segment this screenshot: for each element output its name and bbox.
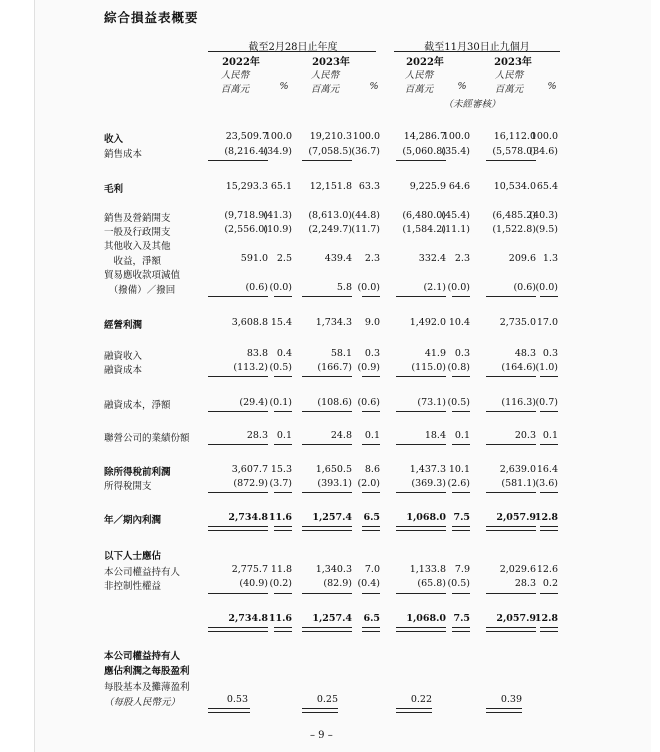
table-cell: (872.9) <box>233 478 268 489</box>
table-cell: (581.1) <box>501 478 536 489</box>
table-cell: (0.0) <box>269 282 292 293</box>
table-cell: 2.3 <box>454 253 470 264</box>
year-header: 2022年 <box>406 57 444 68</box>
table-cell: 6.5 <box>363 613 380 624</box>
table-cell: 8.6 <box>364 464 380 475</box>
table-cell: (0.7) <box>535 397 558 408</box>
table-cell: 0.3 <box>454 348 470 359</box>
table-cell: (0.6) <box>357 397 380 408</box>
table-cell: 15,293.3 <box>225 181 268 192</box>
table-cell: 65.1 <box>270 181 292 192</box>
row-label: （撥備）／撥回 <box>104 285 176 296</box>
row-label: 除所得稅前利潤 <box>104 467 171 478</box>
table-cell: (164.6) <box>501 362 536 373</box>
table-cell: 2,734.8 <box>228 613 268 624</box>
table-cell: 0.1 <box>454 430 470 441</box>
table-cell: 591.0 <box>240 253 268 264</box>
currency-header: 人民幣 <box>220 70 250 81</box>
table-cell: 9,225.9 <box>409 181 446 192</box>
table-cell: 48.3 <box>514 348 536 359</box>
table-cell: (9.5) <box>535 224 558 235</box>
table-cell: 28.3 <box>514 578 536 589</box>
table-cell: 0.22 <box>410 694 432 705</box>
pct-header: % <box>457 81 467 92</box>
year-header: 2023年 <box>312 57 350 68</box>
currency-header: 人民幣 <box>404 70 434 81</box>
table-cell: (1,522.8) <box>492 224 536 235</box>
table-cell: 41.9 <box>424 348 446 359</box>
table-cell: (7,058.5) <box>308 146 352 157</box>
table-cell: (0.2) <box>269 578 292 589</box>
table-cell: (3.7) <box>269 478 292 489</box>
pct-header: % <box>547 81 557 92</box>
row-label: 貿易應收款項減值 <box>104 270 181 281</box>
row-label: 融資成本，淨額 <box>104 400 171 411</box>
table-cell: 5.8 <box>336 282 352 293</box>
table-cell: 58.1 <box>330 348 352 359</box>
table-cell: 16,112.0 <box>493 131 536 142</box>
row-label: 本公司權益持有人 <box>104 651 181 662</box>
row-label: 銷售及營銷開支 <box>104 213 171 224</box>
currency-header: 人民幣 <box>494 70 524 81</box>
table-cell: 11.8 <box>270 564 292 575</box>
table-cell: 7.5 <box>453 613 470 624</box>
table-cell: 100.0 <box>264 131 292 142</box>
currency-header: 人民幣 <box>310 70 340 81</box>
table-cell: 6.5 <box>363 512 380 523</box>
row-label: 其他收入及其他 <box>104 241 171 252</box>
table-cell: 83.8 <box>246 348 268 359</box>
table-cell: (11.1) <box>441 224 470 235</box>
table-cell: (82.9) <box>323 578 352 589</box>
table-cell: 1,650.5 <box>315 464 352 475</box>
period-header-nine-months: 截至11月30日止九個月 <box>424 42 530 53</box>
table-cell: (108.6) <box>317 397 352 408</box>
table-cell: 9.0 <box>364 317 380 328</box>
table-cell: (0.0) <box>357 282 380 293</box>
table-cell: (34.6) <box>529 146 558 157</box>
table-cell: (40.3) <box>529 210 558 221</box>
row-label: 每股基本及攤薄盈利 <box>104 682 190 693</box>
table-cell: 1,734.3 <box>315 317 352 328</box>
table-cell: 1,068.0 <box>406 613 446 624</box>
table-cell: (3.6) <box>535 478 558 489</box>
unit-header: 百萬元 <box>310 84 340 95</box>
table-cell: 10.4 <box>448 317 470 328</box>
table-cell: 100.0 <box>352 131 380 142</box>
row-label: 一般及行政開支 <box>104 227 171 238</box>
table-cell: (393.1) <box>317 478 352 489</box>
table-cell: 0.3 <box>364 348 380 359</box>
row-label: 所得稅開支 <box>104 481 152 492</box>
row-label: 銷售成本 <box>104 149 143 160</box>
pct-header: % <box>369 81 379 92</box>
row-label: 毛利 <box>104 184 124 195</box>
table-cell: 0.39 <box>500 694 522 705</box>
table-cell: (2,556.0) <box>224 224 268 235</box>
table-cell: 3,608.8 <box>231 317 268 328</box>
table-cell: (34.9) <box>263 146 292 157</box>
page-title: 綜合損益表概要 <box>104 10 199 25</box>
row-label: 經營利潤 <box>104 320 143 331</box>
table-cell: 1,437.3 <box>409 464 446 475</box>
table-cell: (0.0) <box>535 282 558 293</box>
table-cell: (5,060.8) <box>402 146 446 157</box>
table-cell: (73.1) <box>417 397 446 408</box>
table-cell: 15.3 <box>270 464 292 475</box>
table-cell: (166.7) <box>317 362 352 373</box>
table-cell: (6,480.0) <box>402 210 446 221</box>
table-cell: 65.4 <box>536 181 558 192</box>
table-cell: (116.3) <box>501 397 536 408</box>
table-cell: 0.1 <box>364 430 380 441</box>
row-label: 融資成本 <box>104 365 143 376</box>
table-cell: (8,613.0) <box>308 210 352 221</box>
row-label: 本公司權益持有人 <box>104 567 181 578</box>
table-cell: 17.0 <box>536 317 558 328</box>
unit-header: 百萬元 <box>220 84 250 95</box>
row-label: 收益，淨額 <box>104 256 162 267</box>
table-cell: (35.4) <box>441 146 470 157</box>
table-cell: 2,639.0 <box>499 464 536 475</box>
table-cell: (0.6) <box>513 282 536 293</box>
table-cell: 2.3 <box>364 253 380 264</box>
table-cell: 2,029.6 <box>499 564 536 575</box>
period-header-annual: 截至2月28日止年度 <box>248 42 338 53</box>
table-cell: 1,257.4 <box>312 512 352 523</box>
table-cell: 7.5 <box>453 512 470 523</box>
table-cell: 2,734.8 <box>228 512 268 523</box>
table-cell: 1,492.0 <box>409 317 446 328</box>
table-cell: 20.3 <box>514 430 536 441</box>
table-cell: (0.5) <box>269 362 292 373</box>
page-number: – 9 – <box>310 730 333 741</box>
row-label: 非控制性權益 <box>104 581 162 592</box>
table-cell: (11.7) <box>351 224 380 235</box>
table-cell: 28.3 <box>246 430 268 441</box>
table-cell: 10,534.0 <box>493 181 536 192</box>
table-cell: (0.6) <box>245 282 268 293</box>
table-cell: 10.1 <box>448 464 470 475</box>
table-cell: 14,286.7 <box>403 131 446 142</box>
header-rule <box>208 51 376 52</box>
table-cell: 16.4 <box>536 464 558 475</box>
table-cell: 12.8 <box>534 613 558 624</box>
table-cell: (2.6) <box>447 478 470 489</box>
table-cell: (65.8) <box>417 578 446 589</box>
table-cell: 11.6 <box>268 613 292 624</box>
table-cell: 1.3 <box>542 253 558 264</box>
table-cell: (369.3) <box>411 478 446 489</box>
row-label: 融資收入 <box>104 351 143 362</box>
table-cell: (10.9) <box>263 224 292 235</box>
table-cell: (2.0) <box>357 478 380 489</box>
table-cell: (45.4) <box>441 210 470 221</box>
table-cell: (36.7) <box>351 146 380 157</box>
table-cell: 63.3 <box>358 181 380 192</box>
table-cell: 2,057.9 <box>496 512 536 523</box>
row-label: 以下人士應佔 <box>104 551 162 562</box>
table-cell: (44.8) <box>351 210 380 221</box>
table-cell: (1.0) <box>535 362 558 373</box>
table-cell: 439.4 <box>324 253 352 264</box>
table-cell: (0.5) <box>447 397 470 408</box>
table-cell: 2,057.9 <box>496 613 536 624</box>
table-cell: 100.0 <box>442 131 470 142</box>
table-cell: 23,509.7 <box>225 131 268 142</box>
table-cell: 1,340.3 <box>315 564 352 575</box>
row-label: 聯營公司的業績份額 <box>104 433 190 444</box>
table-cell: 19,210.3 <box>309 131 352 142</box>
table-cell: 0.1 <box>276 430 292 441</box>
table-cell: 0.25 <box>316 694 338 705</box>
year-header: 2023年 <box>494 57 532 68</box>
table-cell: (41.3) <box>263 210 292 221</box>
table-cell: 12.6 <box>536 564 558 575</box>
table-cell: 0.3 <box>542 348 558 359</box>
row-label: 應佔利潤之每股盈利 <box>104 666 190 677</box>
table-cell: (6,485.2) <box>492 210 536 221</box>
table-cell: (115.0) <box>411 362 446 373</box>
table-cell: 12,151.8 <box>309 181 352 192</box>
table-cell: (40.9) <box>239 578 268 589</box>
row-label: 年／期內利潤 <box>104 515 162 526</box>
table-cell: (5,578.0) <box>492 146 536 157</box>
table-cell: (0.9) <box>357 362 380 373</box>
table-cell: 0.1 <box>542 430 558 441</box>
table-cell: (113.2) <box>233 362 268 373</box>
table-cell: (0.4) <box>357 578 380 589</box>
table-cell: 1,257.4 <box>312 613 352 624</box>
unit-header: 百萬元 <box>494 84 524 95</box>
table-cell: 100.0 <box>530 131 558 142</box>
table-cell: 24.8 <box>330 430 352 441</box>
table-cell: 2.5 <box>276 253 292 264</box>
table-cell: 7.0 <box>364 564 380 575</box>
table-cell: (2.1) <box>423 282 446 293</box>
unit-header: 百萬元 <box>404 84 434 95</box>
table-cell: 11.6 <box>268 512 292 523</box>
table-cell: 1,133.8 <box>409 564 446 575</box>
table-cell: (1,584.2) <box>402 224 446 235</box>
row-label: 收入 <box>104 134 124 145</box>
unaudited-note: （未經審核） <box>443 99 501 110</box>
table-cell: (29.4) <box>239 397 268 408</box>
table-cell: (0.1) <box>269 397 292 408</box>
table-cell: 18.4 <box>424 430 446 441</box>
table-cell: (0.5) <box>447 578 470 589</box>
year-header: 2022年 <box>222 57 260 68</box>
pct-header: % <box>279 81 289 92</box>
table-cell: 64.6 <box>448 181 470 192</box>
table-cell: 0.4 <box>276 348 292 359</box>
table-cell: 2,775.7 <box>231 564 268 575</box>
table-cell: 12.8 <box>534 512 558 523</box>
table-cell: 1,068.0 <box>406 512 446 523</box>
table-cell: 2,735.0 <box>499 317 536 328</box>
table-cell: (0.8) <box>447 362 470 373</box>
table-cell: 209.6 <box>508 253 536 264</box>
table-cell: 0.2 <box>542 578 558 589</box>
table-cell: 7.9 <box>454 564 470 575</box>
table-cell: (9,718.9) <box>224 210 268 221</box>
table-cell: (8,216.4) <box>224 146 268 157</box>
table-cell: 3,607.7 <box>231 464 268 475</box>
table-cell: (2,249.7) <box>308 224 352 235</box>
header-rule <box>394 51 560 52</box>
table-cell: (0.0) <box>447 282 470 293</box>
row-label: （每股人民幣元） <box>104 697 181 708</box>
table-cell: 15.4 <box>270 317 292 328</box>
table-cell: 332.4 <box>418 253 446 264</box>
table-cell: 0.53 <box>226 694 248 705</box>
